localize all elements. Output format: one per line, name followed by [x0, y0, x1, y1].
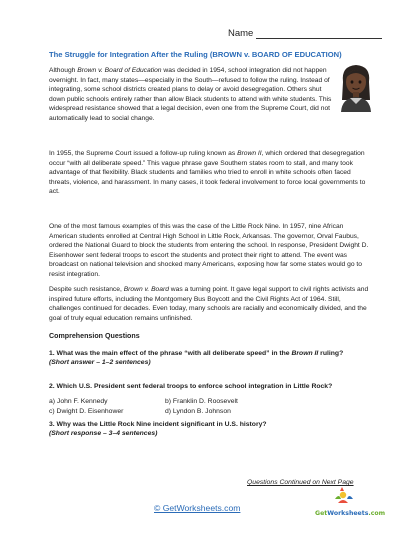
option-d[interactable]: d) Lyndon B. Johnson [165, 407, 231, 415]
name-line[interactable] [256, 28, 382, 39]
option-c[interactable]: c) Dwight D. Eisenhower [49, 407, 124, 415]
continued-note: Questions Continued on Next Page [247, 479, 354, 486]
logo-wordmark: GetWorksheets.com [315, 510, 386, 517]
worksheet-title: The Struggle for Integration After the Ruling (BROWN v. BOARD OF EDUCATION) [49, 50, 342, 59]
comprehension-heading: Comprehension Questions [49, 332, 140, 340]
question-2-options [49, 397, 369, 417]
question-2: 2. Which U.S. President sent federal troops to enforce school integration in Little Rock? [49, 383, 333, 390]
student-avatar-icon [336, 60, 376, 112]
site-link[interactable]: © GetWorksheets.com [154, 503, 241, 513]
name-label: Name [228, 28, 254, 39]
paragraph-2: In 1955, the Supreme Court issued a follow-up ruling known as Brown II, which ordered that desegregation occur “with all deliberate speed.” This vague phrase gave Southern states room to stall, and many took advantage of that flexibility. Black students and families who tried to enroll in white schools often faced threats, violence, and harassment. In many cases, it took federal involvement to force local governments to act. [49, 150, 366, 196]
question-3: 3. Why was the Little Rock Nine incident significant in U.S. history? (Short response – 3–4 sentences) [49, 421, 267, 438]
getworksheets-logo-icon [313, 487, 373, 525]
name-row [228, 28, 382, 39]
option-a[interactable]: a) John F. Kennedy [49, 398, 108, 405]
paragraph-1: Although Brown v. Board of Education was decided in 1954, school integration did not happen overnight. In fact, many states—especially in the South—refused to follow the ruling. Instead of integrating, some school districts created plans to delay or avoid desegregation. Others shut down public schools entirely rather than allow Black students to attend with white students. This widespread resistance showed that a legal decision, even one from the Supreme Court, did not automatically lead to social change. [49, 67, 332, 122]
option-b[interactable]: b) Franklin D. Roosevelt [165, 398, 238, 405]
question-1: 1. What was the main effect of the phrase “with all deliberate speed” in the Brown II ruling? (Short answer – 1–2 sentences) [49, 350, 344, 367]
paragraph-3: One of the most famous examples of this was the case of the Little Rock Nine. In 1957, nine African American students enrolled at Central High School in Little Rock, Arkansas. The governor, Orval Faubus, ordered the National Guard to block the students from entering the school. In response, President Dwight D. Eisenhower sent federal troops to escort the students and protect their right to attend. The event was broadcast on national television and shocked many Americans, exposing how far some states would go to resist integration. [49, 223, 369, 278]
paragraph-4: Despite such resistance, Brown v. Board was a turning point. It gave legal support to civil rights activists and inspired future efforts, including the Montgomery Bus Boycott and the Civil Rights Act of 1964. Still, challenges continued for decades. Even today, many schools are racially and economically divided, and the goal of truly equal education remains unfinished. [49, 286, 369, 322]
